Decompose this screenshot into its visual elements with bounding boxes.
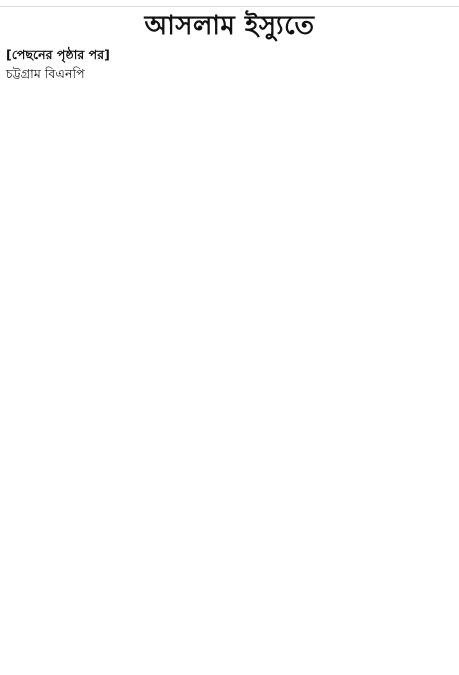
lead-paragraph (6, 45, 453, 64)
headline: আসলাম ইস্যুতে (144, 11, 315, 41)
continued-from-tag: [পেছনের পৃষ্ঠার পর] (6, 47, 110, 62)
article-body (6, 45, 453, 83)
cut-off-top-line (0, 0, 459, 7)
article-paragraph: চট্টগ্রাম বিএনপি (6, 66, 85, 82)
